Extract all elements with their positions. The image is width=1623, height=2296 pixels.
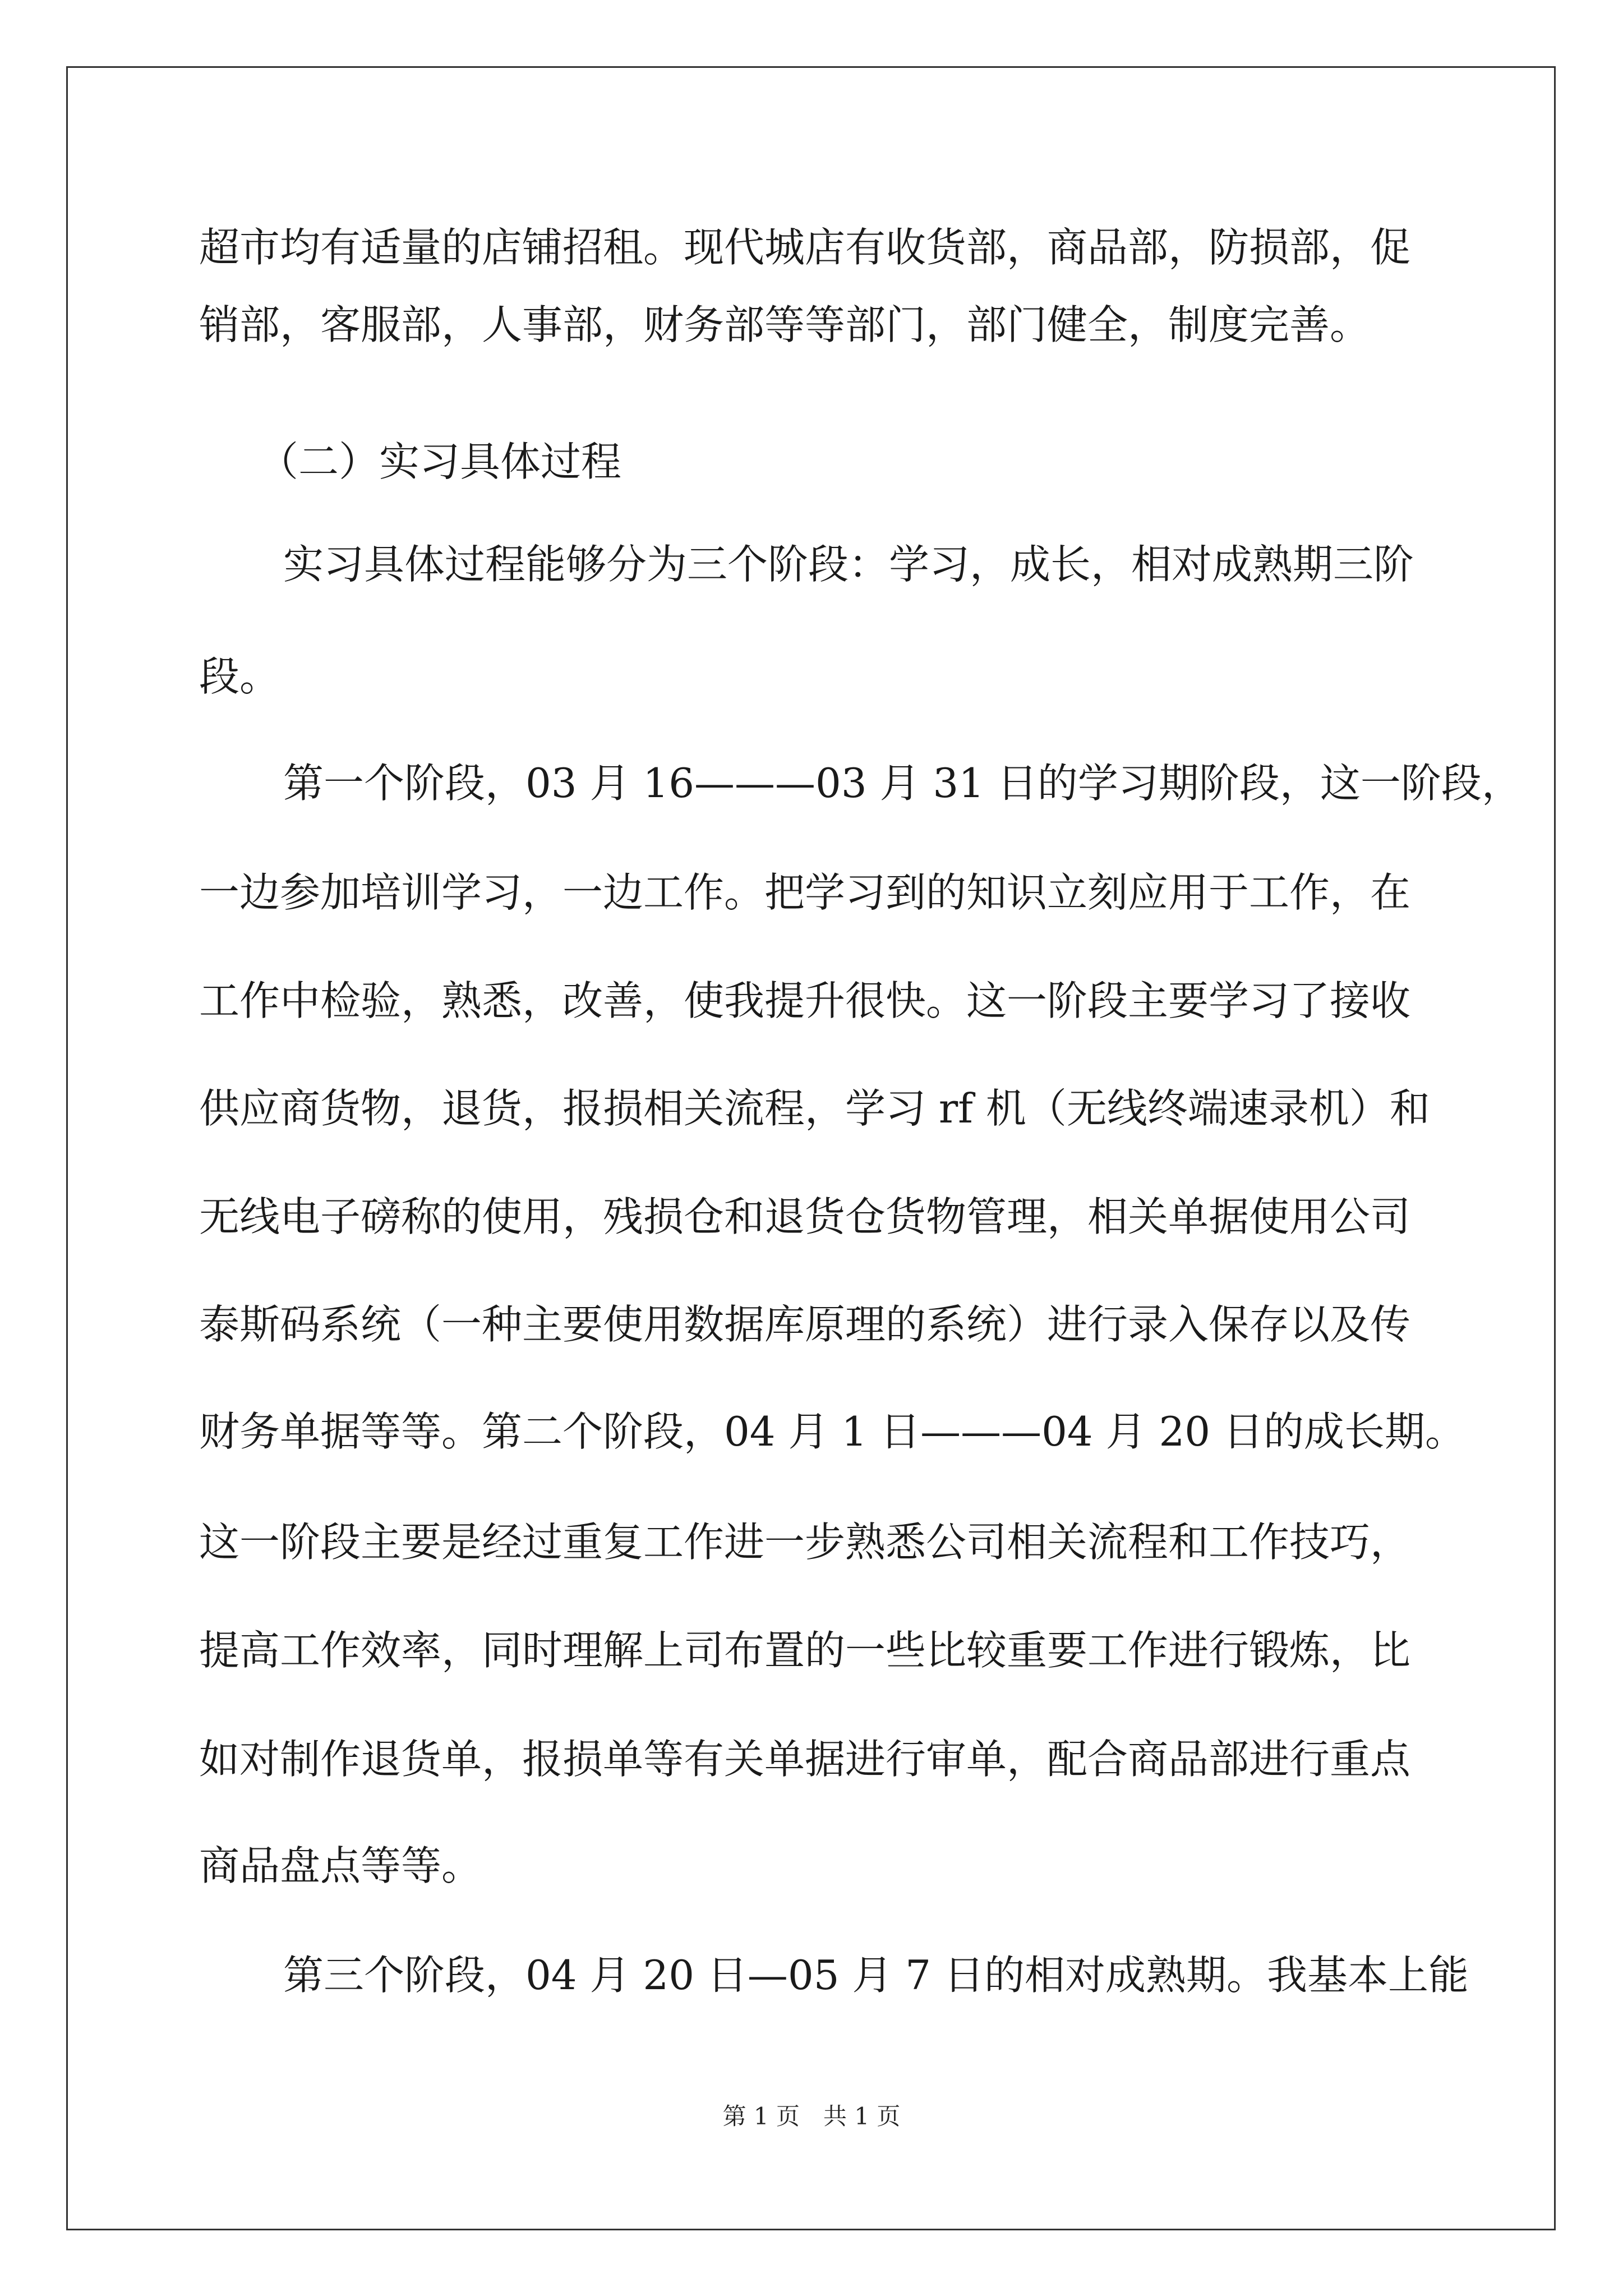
section-heading: （二）实习具体过程 xyxy=(258,438,622,485)
paragraph-line: 无线电子磅称的使用，残损仓和退货仓货物管理，相关单据使用公司 xyxy=(199,1193,1411,1240)
paragraph-line: 商品盘点等等。 xyxy=(199,1842,482,1889)
page-footer: 第 1 页 共 1 页 xyxy=(722,2102,901,2130)
paragraph-line: 这一阶段主要是经过重复工作进一步熟悉公司相关流程和工作技巧， xyxy=(199,1519,1411,1566)
paragraph-line: 如对制作退货单，报损单等有关单据进行审单，配合商品部进行重点 xyxy=(199,1736,1411,1783)
paragraph-line: 财务单据等等。第二个阶段，04 月 1 日———04 月 20 日的成长期。 xyxy=(199,1408,1465,1455)
paragraph-line: 一边参加培训学习，一边工作。把学习到的知识立刻应用于工作，在 xyxy=(199,869,1411,916)
paragraph-line: 第一个阶段，03 月 16———03 月 31 日的学习期阶段，这一阶段， xyxy=(283,760,1522,807)
paragraph-line: 第三个阶段，04 月 20 日—05 月 7 日的相对成熟期。我基本上能 xyxy=(283,1952,1469,1999)
paragraph-line: 销部，客服部，人事部，财务部等等部门，部门健全，制度完善。 xyxy=(199,301,1371,348)
paragraph-line: 超市均有适量的店铺招租。现代城店有收货部，商品部，防损部，促 xyxy=(199,224,1411,271)
paragraph-line: 供应商货物，退货，报损相关流程，学习 rf 机（无线终端速录机）和 xyxy=(199,1085,1430,1132)
paragraph-line: 段。 xyxy=(199,653,280,700)
paragraph-line: 工作中检验，熟悉，改善，使我提升很快。这一阶段主要学习了接收 xyxy=(199,977,1411,1024)
page-border xyxy=(66,66,1556,2230)
paragraph-line: 提高工作效率，同时理解上司布置的一些比较重要工作进行锻炼，比 xyxy=(199,1627,1411,1674)
paragraph-line: 实习具体过程能够分为三个阶段：学习，成长，相对成熟期三阶 xyxy=(283,541,1414,588)
paragraph-line: 泰斯码系统（一种主要使用数据库原理的系统）进行录入保存以及传 xyxy=(199,1301,1411,1348)
